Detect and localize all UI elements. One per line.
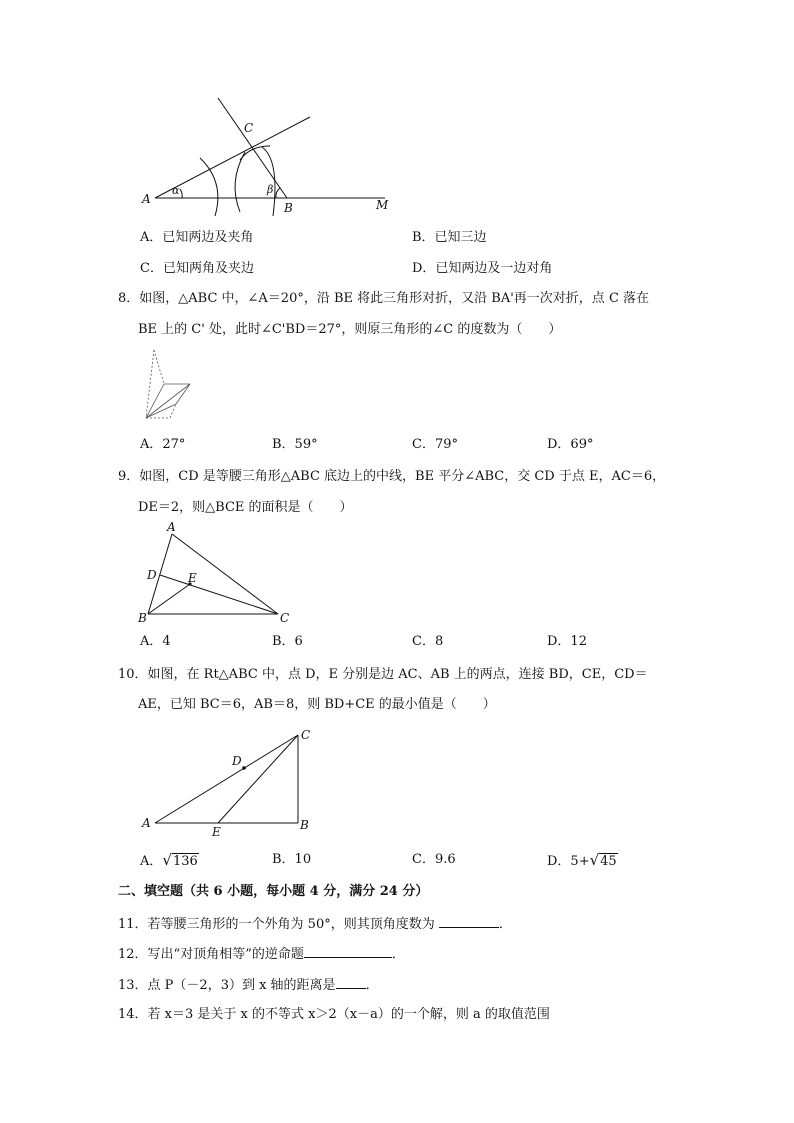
q10-label-e: E [212,825,221,839]
q10-option-a-prefix: A． [140,854,163,869]
q12-end: ． [391,947,405,962]
q11-answer-blank[interactable] [439,914,499,928]
q13-line [118,975,379,995]
sqrt-icon: √ [162,851,172,869]
q10-label-b: B [300,818,309,832]
q7-option-c[interactable]: C．已知两角及夹边 [140,261,254,276]
q13-end: ． [365,978,379,993]
q12-line [118,944,405,964]
label-a: A [142,192,151,206]
label-beta: β [267,183,274,196]
q12-text: 12．写出“对顶角相等”的逆命题 [118,947,304,962]
q8-option-a[interactable]: A．27° [140,437,186,452]
side-bc-extended [218,98,287,198]
figure-q10-right-triangle [135,725,325,840]
q13-answer-blank[interactable] [336,975,366,989]
label-m: M [376,198,389,212]
q10-label-c: C [301,728,311,742]
q8-option-b[interactable]: B．59° [272,437,318,452]
q7-option-b[interactable]: B．已知三边 [412,230,487,245]
sqrt-icon: √ [589,851,600,869]
q11-line [118,914,512,934]
q10-label-d: D [232,754,242,768]
q9-label-e: E [188,571,197,585]
q9-label-a: A [167,520,176,534]
q10-option-a[interactable] [140,851,199,871]
q8-stem-line-1: 8．如图，△ABC 中，∠A＝20°，沿 BE 将此三角形对折，又沿 BA'再一次对折，点 C 落在 [118,291,650,306]
figure-q8-fold [138,346,200,426]
q10-stem-line-2: AE，已知 BC＝6，AB＝8，则 BD+CE 的最小值是（ ） [138,697,496,712]
q10-stem-line-1: 10．如图，在 Rt△ABC 中，点 D，E 分别是边 AC、AB 上的两点，连接 BD，CE，CD＝ [118,667,648,682]
q9-label-b: B [138,611,147,625]
q9-option-b[interactable]: B．6 [272,634,303,649]
q11-text: 11．若等腰三角形的一个外角为 50°，则其顶角度数为 [118,917,435,932]
label-alpha: α [172,184,180,197]
q10-option-c[interactable]: C．9.6 [412,852,456,867]
q8-stem-line-2: BE 上的 C' 处，此时∠C'BD＝27°，则原三角形的∠C 的度数为（ ） [138,322,562,337]
angle-beta-mark [276,188,280,198]
q14-line: 14．若 x＝3 是关于 x 的不等式 x＞2（x－a）的一个解，则 a 的取值范围 [118,1007,550,1022]
q10-option-d[interactable] [547,851,618,871]
q9-stem-line-2: DE＝2，则△BCE 的面积是（ ） [138,500,353,515]
label-c: C [244,121,254,135]
figure-q7-construction [130,90,410,220]
q10-option-d-prefix: D．5+ [547,854,590,869]
q9-stem-line-1: 9．如图，CD 是等腰三角形△ABC 底边上的中线，BE 平分∠ABC，交 CD 于点 E，AC＝6， [118,469,666,484]
q8-option-d[interactable]: D．69° [547,437,594,452]
q10-option-d-radicand: 45 [600,854,617,869]
arc-left-2 [235,152,245,212]
q11-end: ． [498,917,512,932]
q10-option-a-radicand: 136 [172,854,198,869]
q9-option-d[interactable]: D．12 [547,634,587,649]
q9-option-c[interactable]: C．8 [412,634,444,649]
q7-option-a[interactable]: A．已知两边及夹角 [140,230,254,245]
q7-option-d[interactable]: D．已知两边及一边对角 [412,261,553,276]
q9-label-d: D [147,568,157,582]
arc-right [262,147,275,216]
label-b: B [284,201,293,215]
section-2-heading: 二、填空题（共 6 小题，每小题 4 分，满分 24 分） [118,884,429,899]
q9-label-c: C [280,611,290,625]
angle-alpha-mark [180,189,182,198]
q12-answer-blank[interactable] [304,944,392,958]
q10-option-b[interactable]: B．10 [272,852,312,867]
q9-option-a[interactable]: A．4 [140,634,171,649]
q13-text: 13．点 P（－2，3）到 x 轴的距离是 [118,978,336,993]
figure-q9-triangle [130,518,300,628]
q8-option-c[interactable]: C．79° [412,437,458,452]
q10-label-a: A [142,816,151,830]
